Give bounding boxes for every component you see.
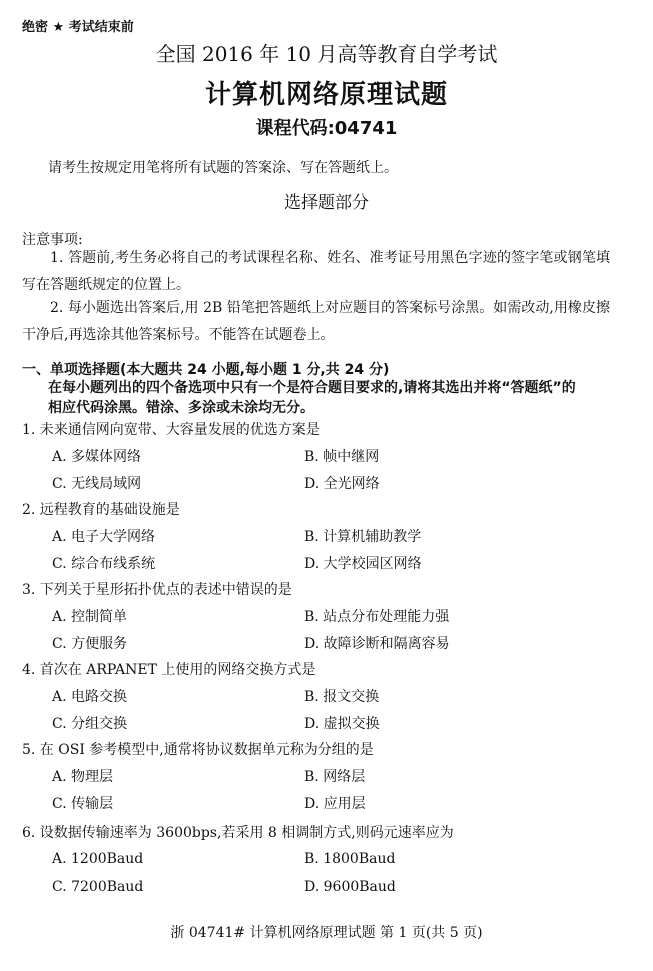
notes-heading: 注意事项: [22, 232, 83, 248]
option-d: D. 应用层 [304, 796, 366, 812]
option-b: B. 报文交换 [304, 689, 380, 705]
option-c: C. 方便服务 [52, 636, 128, 652]
note-item: 1. 答题前,考生务必将自己的考试课程名称、姓名、准考证号用黑色字迹的签字笔或钢笔填写在答题纸规定的位置上。 [22, 250, 610, 293]
question-stem: 6. 设数据传输速率为 3600bps,若采用 8 相调制方式,则码元速率应为 [22, 825, 454, 841]
confidential-label: 绝密 ★ 考试结束前 [22, 20, 134, 35]
option-c: C. 传输层 [52, 796, 114, 812]
option-a: A. 控制简单 [52, 609, 128, 625]
option-a: A. 1200Baud [52, 851, 144, 867]
option-d: D. 9600Baud [304, 879, 396, 895]
option-b: B. 网络层 [304, 769, 366, 785]
question-stem: 1. 未来通信网向宽带、大容量发展的优选方案是 [22, 422, 320, 438]
option-d: D. 大学校园区网络 [304, 556, 422, 572]
option-c: C. 7200Baud [52, 879, 144, 895]
section-title: 选择题部分 [284, 193, 369, 213]
option-d: D. 虚拟交换 [304, 716, 380, 732]
option-d: D. 全光网络 [304, 476, 380, 492]
option-a: A. 电路交换 [52, 689, 128, 705]
question-stem: 2. 远程教育的基础设施是 [22, 502, 180, 518]
option-d: D. 故障诊断和隔离容易 [304, 636, 450, 652]
part-description: 在每小题列出的四个备选项中只有一个是符合题目要求的,请将其选出并将“答题纸”的相应代码涂黑。错涂、多涂或未涂均无分。 [48, 380, 576, 416]
course-code: 课程代码:04741 [255, 118, 398, 139]
answer-instruction: 请考生按规定用笔将所有试题的答案涂、写在答题纸上。 [48, 160, 398, 176]
option-b: B. 帧中继网 [304, 449, 380, 465]
note-item: 2. 每小题选出答案后,用 2B 铅笔把答题纸上对应题目的答案标号涂黑。如需改动,用橡皮擦干净后,再选涂其他答案标号。不能答在试题卷上。 [22, 300, 610, 343]
option-c: C. 分组交换 [52, 716, 128, 732]
question-stem: 4. 首次在 ARPANET 上使用的网络交换方式是 [22, 662, 316, 678]
option-a: A. 物理层 [52, 769, 114, 785]
part-heading: 一、单项选择题(本大题共 24 小题,每小题 1 分,共 24 分) [22, 362, 390, 378]
page-footer: 浙 04741# 计算机网络原理试题 第 1 页(共 5 页) [170, 925, 483, 941]
option-b: B. 站点分布处理能力强 [304, 609, 450, 625]
option-c: C. 无线局域网 [52, 476, 142, 492]
option-a: A. 电子大学网络 [52, 529, 156, 545]
question-stem: 3. 下列关于星形拓扑优点的表述中错误的是 [22, 582, 292, 598]
question-stem: 5. 在 OSI 参考模型中,通常将协议数据单元称为分组的是 [22, 742, 374, 758]
option-c: C. 综合布线系统 [52, 556, 156, 572]
option-b: B. 计算机辅助教学 [304, 529, 422, 545]
option-b: B. 1800Baud [304, 851, 396, 867]
exam-session-line: 全国 2016 年 10 月高等教育自学考试 [155, 42, 498, 66]
page-title: 计算机网络原理试题 [204, 80, 448, 110]
option-a: A. 多媒体网络 [52, 449, 142, 465]
